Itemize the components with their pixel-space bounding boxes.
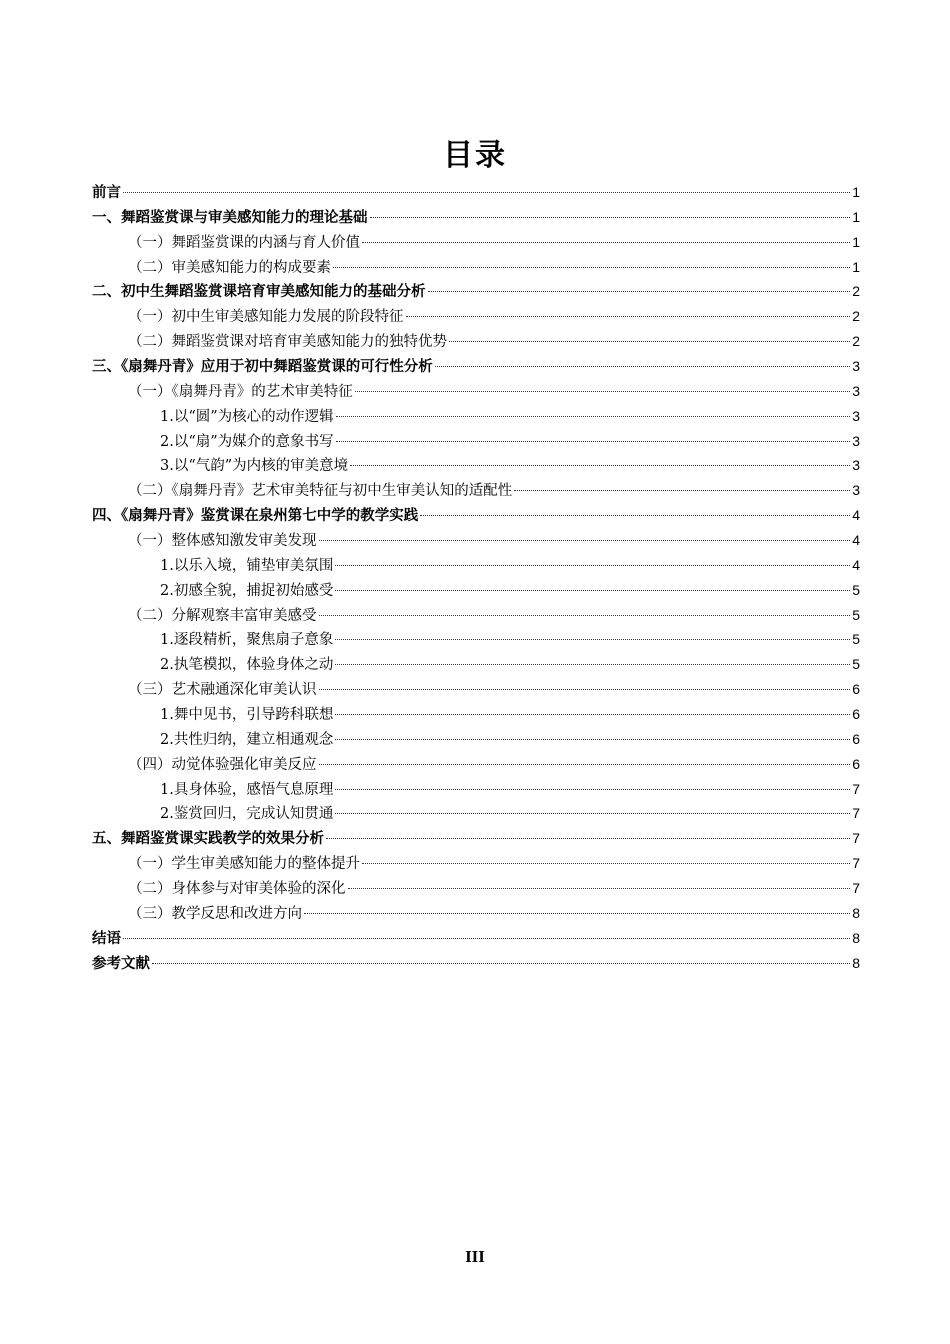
toc-entry-page: 3 — [852, 457, 860, 474]
toc-entry[interactable] — [92, 702, 860, 727]
toc-entry[interactable] — [92, 230, 860, 255]
toc-entry-label: （三）教学反思和改进方向 — [128, 905, 302, 922]
dot-leader — [362, 242, 850, 243]
toc-entry-page: 7 — [852, 805, 860, 822]
dot-leader — [152, 963, 850, 964]
toc-entry[interactable] — [92, 304, 860, 329]
toc-entry[interactable] — [92, 205, 860, 230]
dot-leader — [362, 863, 850, 864]
dot-leader — [319, 689, 851, 690]
toc-entry-label: 2.鉴赏回归，完成认知贯通 — [160, 806, 334, 823]
toc-entry[interactable] — [92, 752, 860, 777]
toc-entry-label: （一）《扇舞丹青》的艺术审美特征 — [128, 383, 353, 400]
toc-entry[interactable] — [92, 901, 860, 926]
dot-leader — [355, 391, 850, 392]
toc-entry-page: 4 — [852, 507, 860, 524]
dot-leader — [319, 540, 851, 541]
dot-leader — [335, 639, 850, 640]
toc-entry-label: 2.初感全貌，捕捉初始感受 — [160, 582, 334, 599]
toc-entry-page: 8 — [852, 954, 860, 971]
dot-leader — [319, 764, 851, 765]
toc-entry-label: 1.以“圆”为核心的动作逻辑 — [160, 408, 334, 425]
toc-entry-page: 7 — [852, 830, 860, 847]
toc-entry-label: （一）舞蹈鉴赏课的内涵与育人价值 — [128, 234, 360, 251]
toc-entry-label: 2.共性归纳，建立相通观念 — [160, 731, 334, 748]
toc-entry[interactable] — [92, 603, 860, 628]
toc-entry-label: （四）动觉体验强化审美反应 — [128, 756, 317, 773]
toc-entry-page: 3 — [852, 358, 860, 375]
toc-entry-label: 1.逐段精析，聚焦扇子意象 — [160, 632, 334, 649]
dot-leader — [348, 888, 851, 889]
toc-entry[interactable] — [92, 279, 860, 304]
dot-leader — [420, 515, 850, 516]
toc-entry-page: 1 — [852, 233, 860, 250]
toc-entry[interactable] — [92, 926, 860, 951]
toc-entry[interactable] — [92, 329, 860, 354]
dot-leader — [370, 217, 851, 218]
toc-entry[interactable] — [92, 404, 860, 429]
toc-entry-page: 4 — [852, 532, 860, 549]
toc-entry[interactable] — [92, 777, 860, 802]
toc-entry-label: 参考文献 — [92, 955, 150, 972]
toc-entry-label: （一）整体感知激发审美发现 — [128, 533, 317, 550]
toc-entry-page: 8 — [852, 929, 860, 946]
toc-title: 目录 — [443, 138, 507, 173]
toc-entry-page: 6 — [852, 730, 860, 747]
dot-leader — [335, 739, 850, 740]
dot-leader — [335, 813, 850, 814]
toc-entry-page: 7 — [852, 880, 860, 897]
toc-entry-label: 1.舞中见书，引导跨科联想 — [160, 707, 334, 724]
toc-entry-label: 一、舞蹈鉴赏课与审美感知能力的理论基础 — [92, 209, 368, 226]
toc-entry[interactable] — [92, 354, 860, 379]
dot-leader — [326, 838, 850, 839]
toc-entry-label: 3.以“气韵”为内核的审美意境 — [160, 458, 349, 475]
toc-entry-label: （二）身体参与对审美体验的深化 — [128, 881, 346, 898]
toc-entry-page: 4 — [852, 556, 860, 573]
toc-entry[interactable] — [92, 180, 860, 205]
dot-leader — [335, 789, 850, 790]
toc-entry[interactable] — [92, 255, 860, 280]
toc-entry-label: 结语 — [92, 930, 121, 947]
toc-entry[interactable] — [92, 801, 860, 826]
toc-entry-page: 3 — [852, 432, 860, 449]
toc-entry[interactable] — [92, 627, 860, 652]
toc-entry-page: 1 — [852, 184, 860, 200]
toc-entry-page: 1 — [852, 208, 860, 225]
toc-entry-page: 6 — [852, 755, 860, 772]
toc-entry-page: 5 — [852, 581, 860, 598]
toc-entry[interactable] — [92, 478, 860, 503]
toc-entry-page: 3 — [852, 482, 860, 499]
toc-entry[interactable] — [92, 528, 860, 553]
toc-entry[interactable] — [92, 453, 860, 478]
toc-entry[interactable] — [92, 727, 860, 752]
dot-leader — [514, 490, 850, 491]
toc-entry-label: 2.以“扇”为媒介的意象书写 — [160, 433, 334, 450]
toc-entry-page: 7 — [852, 855, 860, 872]
toc-entry-page: 8 — [852, 904, 860, 921]
toc-entry[interactable] — [92, 503, 860, 528]
dot-leader — [333, 267, 850, 268]
toc-entry[interactable] — [92, 851, 860, 876]
toc-entry[interactable] — [92, 677, 860, 702]
toc-entry[interactable] — [92, 951, 860, 976]
dot-leader — [435, 366, 850, 367]
toc-entry-label: 三、《扇舞丹青》应用于初中舞蹈鉴赏课的可行性分析 — [92, 359, 433, 376]
toc-entry-label: 五、舞蹈鉴赏课实践教学的效果分析 — [92, 831, 324, 848]
dot-leader — [335, 664, 850, 665]
toc-entry-page: 5 — [852, 631, 860, 648]
toc-entry[interactable] — [92, 379, 860, 404]
dot-leader — [319, 615, 851, 616]
toc-entry-label: （二）分解观察丰富审美感受 — [128, 607, 317, 624]
toc-entry-page: 2 — [852, 308, 860, 325]
toc-entry-label: （一）学生审美感知能力的整体提升 — [128, 856, 360, 873]
toc-entry[interactable] — [92, 553, 860, 578]
toc-entry-label: 1.以乐入境，铺垫审美氛围 — [160, 557, 334, 574]
toc-entry-page: 2 — [852, 333, 860, 350]
dot-leader — [350, 465, 850, 466]
toc-entry-label: （二）审美感知能力的构成要素 — [128, 259, 331, 276]
toc-entry-page: 7 — [852, 780, 860, 797]
toc-entry-label: 二、初中生舞蹈鉴赏课培育审美感知能力的基础分析 — [92, 284, 426, 301]
dot-leader — [335, 565, 850, 566]
dot-leader — [123, 938, 850, 939]
dot-leader — [336, 441, 851, 442]
dot-leader — [406, 316, 851, 317]
toc-entry-label: 前言 — [92, 185, 121, 201]
toc-entry-label: （三）艺术融通深化审美认识 — [128, 682, 317, 699]
dot-leader — [123, 192, 850, 193]
toc-entry-page: 6 — [852, 706, 860, 723]
toc-entry-page: 5 — [852, 606, 860, 623]
toc-entry[interactable] — [92, 826, 860, 851]
toc-entry-page: 3 — [852, 407, 860, 424]
dot-leader — [336, 416, 851, 417]
toc-entry[interactable] — [92, 652, 860, 677]
toc-entry-label: 四、《扇舞丹青》鉴赏课在泉州第七中学的教学实践 — [92, 508, 419, 525]
toc-entry-page: 6 — [852, 681, 860, 698]
toc-entry-label: （一）初中生审美感知能力发展的阶段特征 — [128, 309, 404, 326]
toc-entry-label: 2.执笔模拟，体验身体之动 — [160, 657, 334, 674]
toc-entry[interactable] — [92, 578, 860, 603]
table-of-contents — [92, 180, 860, 976]
dot-leader — [449, 341, 850, 342]
dot-leader — [428, 291, 851, 292]
toc-entry-page: 1 — [852, 258, 860, 275]
dot-leader — [335, 590, 850, 591]
toc-entry-page: 5 — [852, 656, 860, 673]
toc-entry-page: 2 — [852, 283, 860, 300]
toc-entry-label: （二）舞蹈鉴赏课对培育审美感知能力的独特优势 — [128, 334, 447, 351]
page-number: III — [465, 1247, 485, 1266]
toc-entry[interactable] — [92, 429, 860, 454]
toc-entry-label: （二）《扇舞丹青》艺术审美特征与初中生审美认知的适配性 — [128, 483, 513, 500]
dot-leader — [304, 913, 850, 914]
toc-entry-page: 3 — [852, 382, 860, 399]
toc-entry[interactable] — [92, 876, 860, 901]
dot-leader — [335, 714, 850, 715]
toc-entry-label: 1.具身体验，感悟气息原理 — [160, 781, 334, 798]
